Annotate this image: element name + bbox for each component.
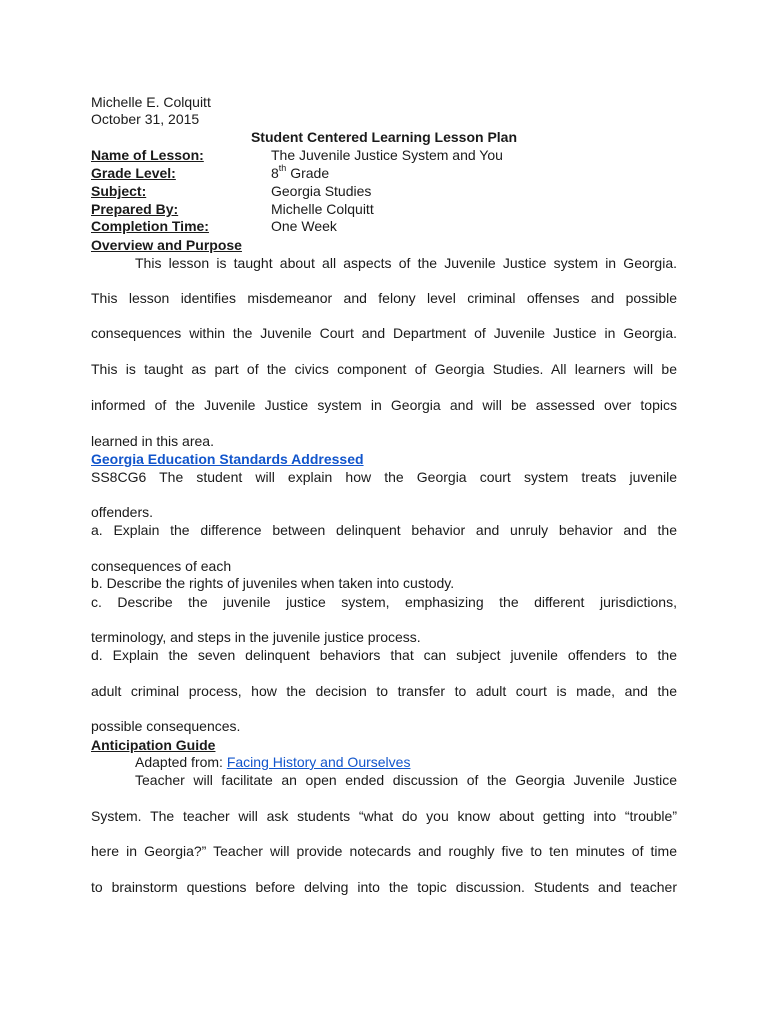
paragraph-line: terminology, and steps in the juvenile justice process.: [91, 629, 421, 645]
paragraph-line: c. Describe the juvenile justice system, emphasizing the different jurisdictions,: [91, 594, 677, 610]
paragraph-line: possible consequences.: [91, 718, 241, 734]
meta-value: The Juvenile Justice System and You: [271, 147, 503, 163]
meta-row-completion-time: [91, 218, 677, 235]
adapted-prefix: Adapted from:: [135, 754, 227, 770]
paragraph-line: Teacher will facilitate an open ended discussion of the Georgia Juvenile Justice: [135, 772, 677, 788]
adapted-from-line: [135, 754, 677, 771]
paragraph-line: d. Explain the seven delinquent behaviors that can subject juvenile offenders to the: [91, 647, 677, 663]
paragraph-line: informed of the Juvenile Justice system in Georgia and will be assessed over topics: [91, 397, 677, 413]
meta-label: Subject:: [91, 183, 147, 199]
meta-value: One Week: [271, 218, 337, 234]
meta-label: Completion Time:: [91, 218, 209, 234]
paragraph-line: This lesson identifies misdemeanor and felony level criminal offenses and possible: [91, 290, 677, 306]
paragraph-line: SS8CG6 The student will explain how the Georgia court system treats juvenile: [91, 469, 677, 485]
paragraph-line: System. The teacher will ask students “what do you know about getting into “trouble”: [91, 808, 677, 824]
paragraph-line: consequences of each: [91, 558, 232, 574]
paragraph-line: here in Georgia?” Teacher will provide notecards and roughly five to ten minutes of time: [91, 843, 677, 859]
meta-value: Georgia Studies: [271, 183, 372, 199]
author-name: Michelle E. Colquitt: [91, 94, 211, 110]
meta-value: Michelle Colquitt: [271, 201, 374, 217]
paragraph-line: offenders.: [91, 504, 154, 520]
meta-label: Grade Level:: [91, 165, 176, 181]
section-heading-standards-link[interactable]: Georgia Education Standards Addressed: [91, 451, 364, 467]
section-heading-overview: Overview and Purpose: [91, 237, 242, 253]
document-date: October 31, 2015: [91, 111, 200, 127]
paragraph-line: b. Describe the rights of juveniles when taken into custody.: [91, 575, 455, 591]
paragraph-line: consequences within the Juvenile Court and Department of Juvenile Justice in Georgia.: [91, 325, 677, 341]
meta-row-subject: [91, 183, 677, 200]
paragraph-line: adult criminal process, how the decision to transfer to adult court is made, and the: [91, 683, 677, 699]
meta-row-prepared-by: [91, 201, 677, 218]
source-link[interactable]: Facing History and Ourselves: [226, 754, 411, 770]
paragraph-line: a. Explain the difference between delinquent behavior and unruly behavior and the: [91, 522, 677, 538]
document-title: Student Centered Learning Lesson Plan: [250, 129, 518, 145]
paragraph-line: This lesson is taught about all aspects of the Juvenile Justice system in Georgia.: [135, 255, 677, 271]
meta-label: Prepared By:: [91, 201, 179, 217]
meta-row-lesson-name: [91, 147, 677, 164]
meta-label: Name of Lesson:: [91, 147, 204, 163]
section-heading-anticipation: Anticipation Guide: [91, 737, 216, 753]
paragraph-line: learned in this area.: [91, 433, 214, 449]
meta-row-grade-level: [91, 165, 677, 182]
meta-value: 8th Grade: [271, 163, 330, 181]
paragraph-line: to brainstorm questions before delving into the topic discussion. Students and teacher: [91, 879, 677, 895]
paragraph-line: This is taught as part of the civics component of Georgia Studies. All learners will be: [91, 361, 677, 377]
